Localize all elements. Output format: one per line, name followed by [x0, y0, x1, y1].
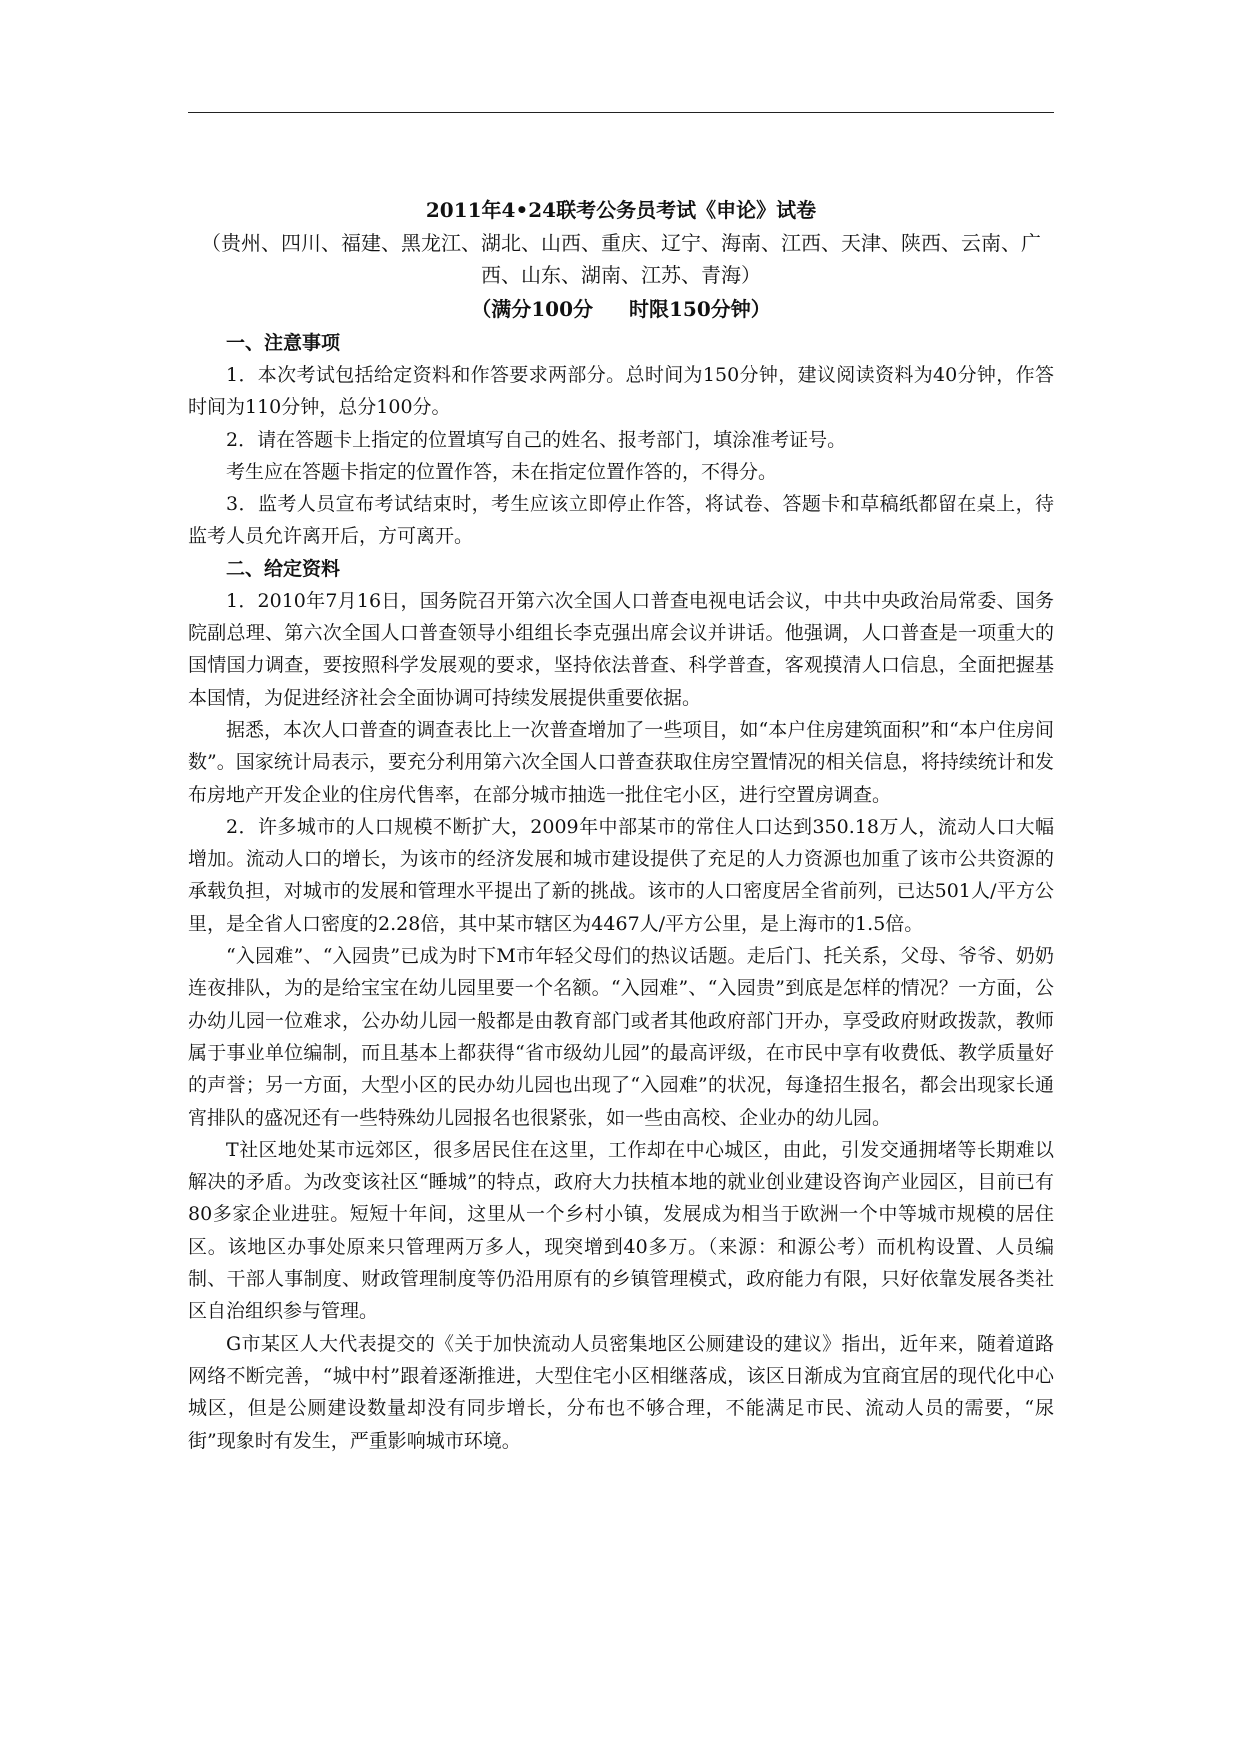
section-materials [188, 553, 1054, 1457]
score-line [188, 291, 1054, 327]
score-time: 时限150分钟） [629, 297, 771, 321]
section-notes [188, 327, 1054, 553]
header-rule [188, 112, 1054, 113]
paragraph: 3．监考人员宣布考试结束时，考生应该立即停止作答，将试卷、答题卡和草稿纸都留在桌上，待监考人员允许离开后，方可离开。 [188, 493, 1054, 548]
paragraph: “入园难”、“入园贵”已成为时下M市年轻父母们的热议话题。走后门、托关系，父母、爷爷、奶奶连夜排队，为的是给宝宝在幼儿园里要一个名额。“入园难”、“入园贵”到底是怎样的情况？一方面，公办幼儿园一位难求，公办幼儿园一般都是由教育部门或者其他政府部门开办，享受政府财政拨款，教师属于事业单位编制，而且基本上都获得“省市级幼儿园”的最高评级，在市民中享有收费低、教学质量好的声誉；另一方面，大型小区的民办幼儿园也出现了“入园难”的状况，每逢招生报名，都会出现家长通宵排队的盛况还有一些特殊幼儿园报名也很紧张，如一些由高校、企业办的幼儿园。 [188, 945, 1054, 1129]
paragraph: 1．本次考试包括给定资料和作答要求两部分。总时间为150分钟，建议阅读资料为40分钟，作答时间为110分钟，总分100分。 [188, 364, 1054, 419]
document-provinces: （贵州、四川、福建、黑龙江、湖北、山西、重庆、辽宁、海南、江西、天津、陕西、云南、广西、山东、湖南、江苏、青海） [201, 231, 1041, 287]
paragraph: 2．请在答题卡上指定的位置填写自己的姓名、报考部门，填涂准考证号。 [226, 428, 847, 451]
document-body [188, 193, 1054, 1457]
paragraph: G市某区人大代表提交的《关于加快流动人员密集地区公厕建设的建议》指出，近年来，随着道路网络不断完善，“城中村”跟着逐渐推进，大型住宅小区相继落成，该区日渐成为宜商宜居的现代化中心城区，但是公厕建设数量却没有同步增长，分布也不够合理，不能满足市民、流动人员的需要，“尿街”现象时有发生，严重影响城市环境。 [188, 1332, 1054, 1452]
paragraph: 考生应在答题卡指定的位置作答，未在指定位置作答的，不得分。 [226, 460, 778, 483]
paragraph: 据悉，本次人口普查的调查表比上一次普查增加了一些项目，如“本户住房建筑面积”和“本户住房间数”。国家统计局表示，要充分利用第六次全国人口普查获取住房空置情况的相关信息，将持续统计和发布房地产开发企业的住房代售率，在部分城市抽选一批住宅小区，进行空置房调查。 [188, 718, 1054, 806]
section-heading: 二、给定资料 [226, 557, 341, 580]
paragraph: 1．2010年7月16日，国务院召开第六次全国人口普查电视电话会议，中共中央政治局常委、国务院副总理、第六次全国人口普查领导小组组长李克强出席会议并讲话。他强调，人口普查是一项重大的国情国力调查，要按照科学发展观的要求，坚持依法普查、科学普查，客观摸清人口信息，全面把握基本国情，为促进经济社会全面协调可持续发展提供重要依据。 [188, 589, 1054, 709]
paragraph: 2．许多城市的人口规模不断扩大，2009年中部某市的常住人口达到350.18万人，流动人口大幅增加。流动人口的增长，为该市的经济发展和城市建设提供了充足的人力资源也加重了该市公共资源的承载负担，对城市的发展和管理水平提出了新的挑战。该市的人口密度居全省前列，已达501人/平方公里，是全省人口密度的2.28倍，其中某市辖区为4467人/平方公里，是上海市的1.5倍。 [188, 815, 1054, 935]
section-heading: 一、注意事项 [226, 332, 341, 354]
paragraph: T社区地处某市远郊区，很多居民住在这里，工作却在中心城区，由此，引发交通拥堵等长期难以解决的矛盾。为改变该社区“睡城”的特点，政府大力扶植本地的就业创业建设咨询产业园区，目前已有80多家企业进驻。短短十年间，这里从一个乡村小镇，发展成为相当于欧洲一个中等城市规模的居住区。该地区办事处原来只管理两万多人，现突增到40多万。（来源：和源公考）而机构设置、人员编制、干部人事制度、财政管理制度等仍沿用原有的乡镇管理模式，政府能力有限，只好依靠发展各类社区自治组织参与管理。 [188, 1138, 1054, 1323]
score-full: （满分100分 [471, 297, 593, 321]
document-title: 2011年4•24联考公务员考试《申论》试卷 [425, 198, 817, 222]
